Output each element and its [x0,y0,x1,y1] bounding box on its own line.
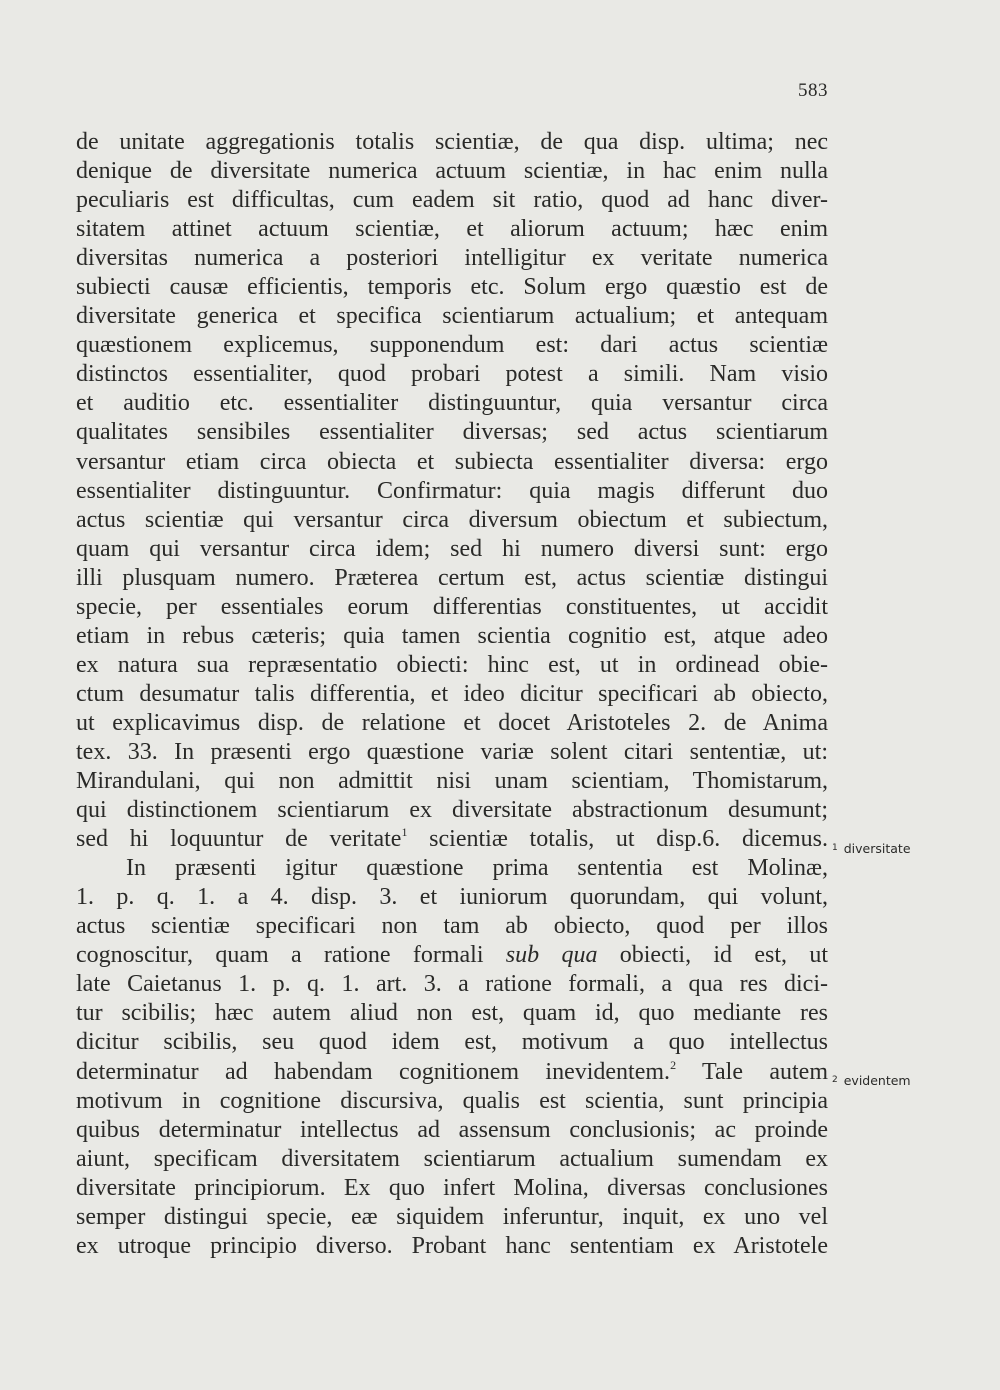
text-line: ut explicavimus disp. de relatione et docet Aristoteles 2. de Anima [76,709,828,736]
text-line-footnote-2 [76,1058,828,1087]
text-line: actus scientiæ specificari non tam ab obiecto, quod per illos [76,913,828,940]
footnote-marker: 2 [670,1057,677,1072]
text-line: qui distinctionem scientiarum ex diversitate abstractionum desumunt; [76,797,828,824]
text-segment [539,942,561,968]
text-line: specie, per essentiales eorum differentias constituentes, ut accidit [76,593,828,620]
text-line: subiecti causæ efficientis, temporis etc. Solum ergo quæstio est de [76,274,828,301]
italic-word: qua [561,942,598,969]
page-number: 583 [798,80,828,101]
text-line: Mirandulani, qui non admittit nisi unam scientiam, Thomistarum, [76,768,828,795]
text-line: et auditio etc. essentialiter distinguuntur, quia versantur circa [76,390,828,417]
text-line: distinctos essentialiter, quod probari potest a simili. Nam visio [76,361,828,388]
text-line: etiam in rebus cæteris; quia tamen scientia cognitio est, atque adeo [76,622,828,649]
text-segment: Tale autem [676,1058,829,1085]
text-line: ctum desumatur talis differentia, et ideo dicitur specificari ab obiecto, [76,680,828,707]
text-line: ex utroque principio diverso. Probant hanc sententiam ex Aristotele [76,1232,828,1259]
text-line: versantur etiam circa obiecta et subiecta essentialiter diversa: ergo [76,448,828,475]
text-line: ex natura sua repræsentatio obiecti: hinc est, ut in ordinead obie- [76,651,828,678]
text-line: dicitur scibilis, seu quod idem est, motivum a quo intellectus [76,1029,828,1056]
text-line: actus scientiæ qui versantur circa diversum obiectum et subiectum, [76,506,828,533]
margin-note-number: 1 [832,843,838,853]
text-line: tex. 33. In præsenti ergo quæstione variæ solent citari sententiæ, ut: [76,738,828,765]
text-line: diversitas numerica a posteriori intelligitur ex veritate numerica [76,245,828,272]
text-segment: obiecti, id est, ut [597,942,828,969]
text-line: peculiaris est difficultas, cum eadem sit ratio, quod ad hanc diver- [76,187,828,214]
text-line: quæstionem explicemus, supponendum est: dari actus scientiæ [76,332,828,359]
text-line-italic [76,941,828,970]
text-line: qualitates sensibiles essentialiter diversas; sed actus scientiarum [76,419,828,446]
text-segment: sed hi loquuntur de veritate [76,826,402,853]
text-segment: determinatur ad habendam cognitionem inevidentem. [76,1058,671,1085]
text-line: quibus determinatur intellectus ad assensum conclusionis; ac proinde [76,1116,828,1143]
text-line: late Caietanus 1. p. q. 1. art. 3. a ratione formali, a qua res dici- [76,971,828,998]
text-line: semper distingui specie, eæ siquidem inferuntur, inquit, ex uno vel [76,1203,828,1230]
paragraph-start: In præsenti igitur quæstione prima sententia est Molinæ, [126,855,828,882]
italic-word: sub [505,942,540,969]
margin-note [832,1073,911,1088]
margin-note-text: evidentem [843,1073,911,1088]
text-line: 1. p. q. 1. a 4. disp. 3. et iuniorum quorundam, qui volunt, [76,884,828,911]
text-line: essentialiter distinguuntur. Confirmatur: quia magis differunt duo [76,477,828,504]
margin-note-text: diversitate [843,841,911,856]
text-segment: cognoscitur, quam a ratione formali [76,942,506,969]
margin-note [832,841,911,856]
text-line: illi plusquam numero. Præterea certum est, actus scientiæ distingui [76,564,828,591]
body-text [76,128,828,1261]
text-segment: scientiæ totalis, ut disp.6. dicemus. [407,826,828,853]
text-line: diversitate generica et specifica scientiarum actualium; et antequam [76,303,828,330]
text-line: de unitate aggregationis totalis scientiæ, de qua disp. ultima; nec [76,129,828,155]
text-line: denique de diversitate numerica actuum scientiæ, in hac enim nulla [76,158,828,185]
text-line: quam qui versantur circa idem; sed hi numero diversi sunt: ergo [76,535,828,562]
text-line: motivum in cognitione discursiva, qualis est scientia, sunt principia [76,1087,828,1114]
text-line: tur scibilis; hæc autem aliud non est, quam id, quo mediante res [76,1000,828,1027]
margin-note-number: 2 [832,1075,838,1085]
text-line-footnote-1 [76,825,828,854]
text-line: diversitate principiorum. Ex quo infert Molina, diversas conclusiones [76,1174,828,1201]
text-line: sitatem attinet actuum scientiæ, et aliorum actuum; hæc enim [76,216,828,243]
text-line: aiunt, specificam diversitatem scientiarum actualium sumendam ex [76,1145,828,1172]
footnote-marker: 1 [401,825,408,840]
